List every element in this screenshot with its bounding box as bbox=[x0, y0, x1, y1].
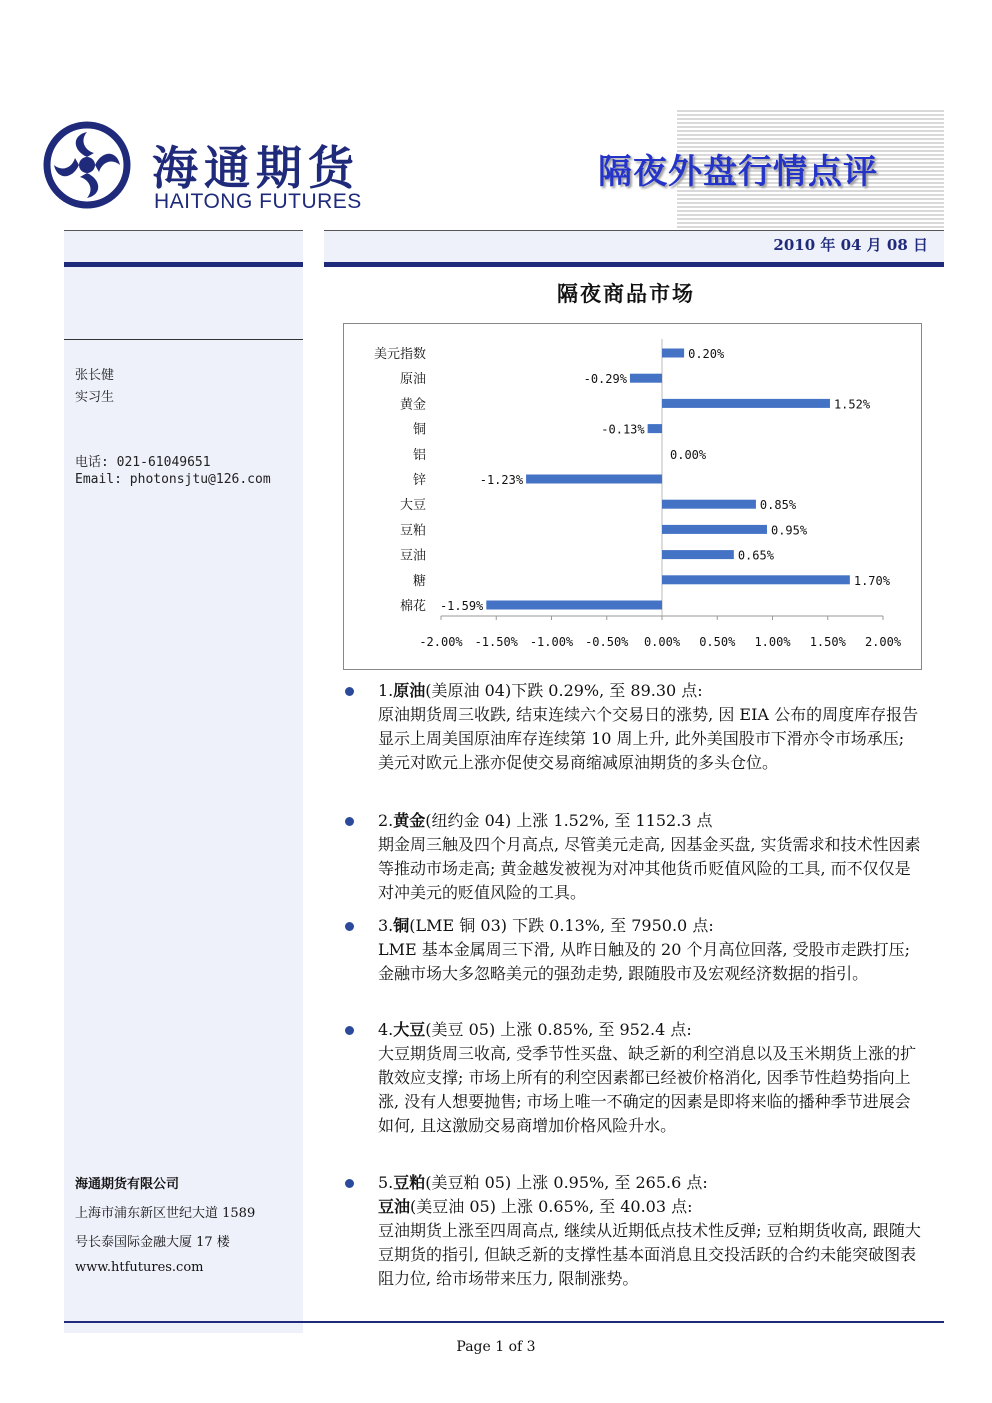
chart-x-tick-label: 1.00% bbox=[754, 635, 791, 649]
item-number: 1. bbox=[378, 681, 394, 700]
chart-x-tick-label: -2.00% bbox=[419, 635, 463, 649]
bullet-icon bbox=[345, 817, 354, 826]
chart-bar bbox=[662, 500, 756, 509]
logo-english-text: HAITONG FUTURES bbox=[154, 190, 362, 213]
chart-x-tick-label: -1.00% bbox=[529, 635, 574, 649]
chart-data-label: -0.29% bbox=[583, 372, 627, 387]
item-number: 5. bbox=[378, 1173, 394, 1192]
chart-x-tick-label: 0.50% bbox=[699, 635, 736, 649]
chart-category-label: 豆油 bbox=[399, 548, 426, 564]
chart-x-tick-label: 0.00% bbox=[643, 635, 681, 649]
item-subheading bbox=[378, 1195, 923, 1219]
chart-bar bbox=[662, 399, 830, 408]
chart-bar bbox=[662, 575, 850, 584]
item-body: LME 基本金属周三下滑, 从昨日触及的 20 个月高位回落, 受股市走跌打压; 金融市场大多忽略美元的强劲走势, 跟随股市及宏观经济数据的指引。 bbox=[378, 940, 911, 983]
analyst-phone: 电话: 021-61049651 bbox=[75, 455, 211, 470]
chart-bar bbox=[662, 525, 767, 534]
item-summary: (美豆粕 05) 上涨 0.95%, 至 265.6 点: bbox=[425, 1173, 708, 1192]
item-heading bbox=[378, 914, 923, 938]
chart-data-label: -1.59% bbox=[439, 599, 484, 613]
chart-category-label: 大豆 bbox=[399, 498, 426, 514]
chart-category-label: 铜 bbox=[412, 422, 426, 438]
footer-divider bbox=[64, 1321, 944, 1323]
item-heading bbox=[378, 809, 923, 833]
logo-chinese-text: 海通期货 bbox=[152, 141, 360, 195]
chart-category-label: 糖 bbox=[412, 573, 426, 589]
item-summary: (美原油 04)下跌 0.29%, 至 89.30 点: bbox=[425, 681, 703, 700]
chart-category-label: 原油 bbox=[399, 372, 426, 388]
company-name: 海通期货有限公司 bbox=[75, 1177, 180, 1192]
company-website-link[interactable]: www.htfutures.com bbox=[75, 1260, 204, 1275]
item-heading bbox=[378, 1171, 923, 1195]
item-summary: (美豆 05) 上涨 0.85%, 至 952.4 点: bbox=[425, 1020, 692, 1039]
item-summary: (LME 铜 03) 下跌 0.13%, 至 7950.0 点: bbox=[409, 916, 714, 935]
chart-x-tick-label: 1.50% bbox=[809, 635, 846, 649]
chart-category-label: 美元指数 bbox=[373, 347, 426, 362]
chart-x-tick-label: -1.50% bbox=[474, 635, 518, 649]
chart-category-label: 铝 bbox=[412, 447, 426, 463]
page-number: Page 1 of 3 bbox=[456, 1339, 536, 1355]
item-commodity: 原油 bbox=[393, 681, 426, 700]
chart-category-label: 黄金 bbox=[399, 397, 426, 413]
commodity-change-chart bbox=[343, 323, 922, 670]
item-heading bbox=[378, 1018, 923, 1042]
chart-data-label: 1.52% bbox=[833, 397, 871, 412]
report-title: 隔夜外盘行情点评 bbox=[598, 152, 878, 192]
chart-svg bbox=[344, 324, 921, 669]
bullet-icon bbox=[345, 922, 354, 931]
bullet-icon bbox=[345, 1026, 354, 1035]
item-number: 2. bbox=[378, 811, 394, 830]
report-date: 2010 年 04 月 08 日 bbox=[773, 236, 928, 254]
chart-data-label: 1.70% bbox=[853, 573, 890, 588]
item-heading bbox=[378, 679, 923, 703]
haitong-logo-icon bbox=[42, 120, 132, 210]
item-body: 大豆期货周三收高, 受季节性买盘、缺乏新的利空消息以及玉米期货上涨的扩散效应支撑; 市场上所有的利空因素都已经被价格消化, 因季节性趋势指向上涨, 没有人想要抛售; 市场上唯一不确定的因素是即将来临的播种季节进展会如何, 且这激励交易商增加价格风险升水。 bbox=[378, 1044, 917, 1135]
item-commodity: 豆粕 bbox=[393, 1173, 426, 1192]
chart-x-tick-label: 2.00% bbox=[864, 635, 902, 649]
chart-category-label: 豆粕 bbox=[399, 523, 426, 539]
chart-bar bbox=[648, 424, 662, 433]
chart-bar bbox=[662, 550, 734, 559]
company-address-line2: 号长泰国际金融大厦 17 楼 bbox=[75, 1235, 230, 1250]
bullet-icon bbox=[345, 1179, 354, 1188]
item-number: 3. bbox=[378, 916, 394, 935]
bullet-icon bbox=[345, 687, 354, 696]
company-address-line1: 上海市浦东新区世纪大道 1589 bbox=[75, 1206, 256, 1221]
analyst-title: 实习生 bbox=[75, 390, 115, 405]
sidebar-divider bbox=[64, 339, 303, 340]
item-body: 期金周三触及四个月高点, 尽管美元走高, 因基金买盘, 实货需求和技术性因素等推动市场走高; 黄金越发被视为对冲其他货币贬值风险的工具, 而不仅仅是对冲美元的贬值风险的工具。 bbox=[378, 835, 921, 902]
chart-bar bbox=[486, 601, 662, 610]
analyst-name: 张长健 bbox=[75, 368, 115, 383]
item-summary: (纽约金 04) 上涨 1.52%, 至 1152.3 点 bbox=[425, 811, 713, 830]
chart-bar bbox=[526, 475, 662, 484]
chart-data-label: -0.13% bbox=[601, 422, 645, 437]
chart-data-label: -1.23% bbox=[479, 473, 524, 487]
chart-data-label: 0.00% bbox=[670, 447, 707, 462]
item-commodity: 铜 bbox=[393, 916, 410, 935]
chart-data-label: 0.20% bbox=[688, 347, 725, 361]
section-title: 隔夜商品市场 bbox=[557, 281, 695, 306]
item-summary: (美豆油 05) 上涨 0.65%, 至 40.03 点: bbox=[410, 1197, 693, 1216]
sidebar-divider bbox=[64, 230, 303, 231]
chart-category-label: 棉花 bbox=[399, 599, 426, 614]
chart-data-label: 0.85% bbox=[759, 498, 797, 513]
item-commodity: 豆油 bbox=[378, 1197, 411, 1216]
analyst-email[interactable]: Email: photonsjtu@126.com bbox=[75, 472, 271, 487]
chart-data-label: 0.95% bbox=[770, 523, 808, 538]
item-number: 4. bbox=[378, 1020, 394, 1039]
chart-bar bbox=[662, 349, 684, 358]
sidebar-band bbox=[64, 262, 303, 267]
item-commodity: 黄金 bbox=[393, 811, 426, 830]
date-underline bbox=[324, 262, 944, 267]
item-commodity: 大豆 bbox=[393, 1020, 426, 1039]
chart-bar bbox=[630, 374, 662, 383]
chart-data-label: 0.65% bbox=[737, 548, 774, 563]
chart-x-tick-label: -0.50% bbox=[585, 635, 629, 649]
chart-category-label: 锌 bbox=[412, 473, 426, 488]
item-body: 原油期货周三收跌, 结束连续六个交易日的涨势, 因 EIA 公布的周度库存报告显示上周美国原油库存连续第 10 周上升, 此外美国股市下滑亦令市场承压; 美元对欧元上涨亦促使交易商缩减原油期货的多头仓位。 bbox=[378, 705, 919, 772]
item-body: 豆油期货上涨至四周高点, 继续从近期低点技术性反弹; 豆粕期货收高, 跟随大豆期货的指引, 但缺乏新的支撑性基本面消息且交投活跃的合约未能突破图表阻力位, 给市场带来压力, 限制涨势。 bbox=[378, 1221, 921, 1288]
